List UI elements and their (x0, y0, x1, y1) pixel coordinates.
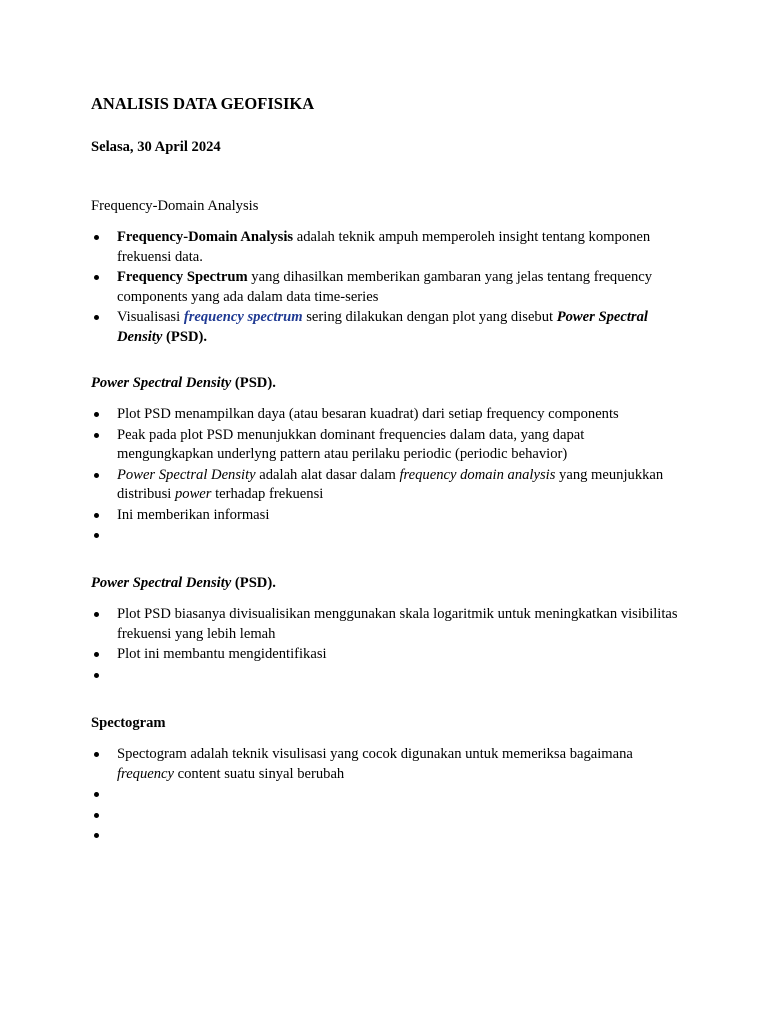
list-item (91, 308, 681, 347)
empty-list-item (91, 826, 681, 846)
list-item: Ini memberikan informasi (91, 506, 681, 526)
bullet-list-spectogram (91, 745, 681, 847)
item-text: yang dihasilkan memberikan gambaran yang jelas tentang frequency components yang ada dalam data time-series (117, 269, 653, 305)
item-text: sering dilakukan dengan plot yang disebut (302, 309, 557, 325)
document-date: Selasa, 30 April 2024 (91, 139, 221, 155)
list-item (91, 466, 681, 505)
bold-italic-term: Power Spectral Density (117, 309, 648, 345)
italic-term: Power Spectral Density (117, 466, 256, 483)
document-title: ANALISIS DATA GEOFISIKA (91, 94, 315, 113)
list-item (91, 228, 681, 267)
item-text: terhadap frekuensi (211, 486, 324, 502)
item-text: content suatu sinyal berubah (174, 765, 345, 782)
empty-list-item (91, 785, 681, 805)
list-item: Plot ini membantu mengidentifikasi (91, 645, 681, 665)
list-item: Peak pada plot PSD menunjukkan dominant frequencies dalam data, yang dapat mengungkapkan underlyng pattern atau perilaku periodic (periodic behavior) (91, 426, 681, 465)
bold-term: Frequency Spectrum (117, 269, 248, 285)
bold-term: (PSD). (162, 328, 207, 345)
italic-term: frequency domain analysis (399, 466, 556, 483)
item-text: Visualisasi (117, 309, 184, 325)
section-heading-psd-2 (91, 574, 276, 594)
bullet-list-frequency-domain (91, 228, 681, 348)
section-heading-frequency-domain: Frequency-Domain Analysis (91, 198, 259, 214)
bullet-list-psd-2 (91, 605, 681, 686)
list-item (91, 268, 681, 307)
heading-italic: Power Spectral Density (91, 575, 232, 591)
list-item: Plot PSD biasanya divisualisikan menggunakan skala logaritmik untuk meningkatkan visibilitas frekuensi yang lebih lemah (91, 605, 681, 644)
empty-list-item (91, 666, 681, 686)
item-text: yang meunjukkan distribusi (117, 466, 664, 502)
item-text: Spectogram adalah teknik visulisasi yang cocok digunakan untuk memeriksa bagaimana (117, 746, 633, 762)
heading-bold: (PSD). (231, 575, 276, 591)
frequency-spectrum-link[interactable]: frequency spectrum (183, 309, 303, 325)
bold-term: Frequency-Domain Analysis (117, 229, 294, 245)
section-heading-spectogram: Spectogram (91, 715, 166, 731)
section-heading-psd-1 (91, 374, 276, 394)
heading-italic: Power Spectral Density (91, 375, 232, 391)
italic-term: frequency (117, 765, 174, 782)
item-text: adalah alat dasar dalam (255, 466, 400, 483)
italic-term: power (174, 486, 212, 502)
item-text: adalah teknik ampuh memperoleh insight tentang komponen frekuensi data. (117, 229, 651, 265)
empty-list-item (91, 526, 681, 546)
heading-bold: (PSD). (231, 375, 276, 391)
list-item: Plot PSD menampilkan daya (atau besaran kuadrat) dari setiap frequency components (91, 405, 681, 425)
empty-list-item (91, 806, 681, 826)
bullet-list-psd-1 (91, 405, 681, 547)
list-item (91, 745, 681, 784)
